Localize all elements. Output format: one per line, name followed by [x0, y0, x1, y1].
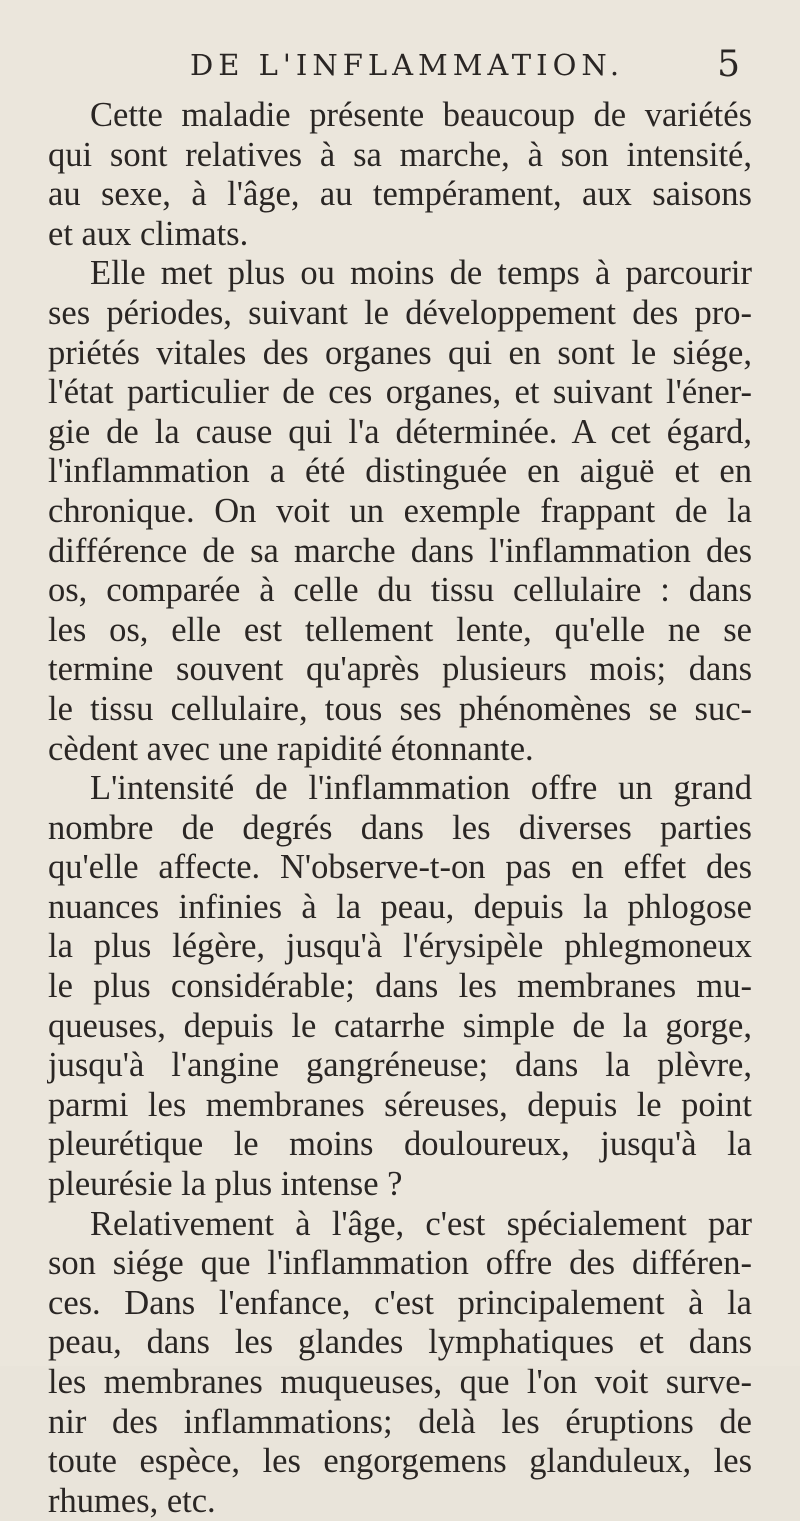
- text-line: Cette maladie présente beaucoup de variétés: [90, 96, 752, 134]
- text-line: nuances infinies à la peau, depuis la phlogose: [48, 887, 752, 926]
- text-line: ses périodes, suivant le développement des pro-: [48, 293, 752, 332]
- page-header: [40, 44, 760, 92]
- text-line: parmi les membranes séreuses, depuis le point: [48, 1085, 752, 1124]
- text-line: chronique. On voit un exemple frappant de la: [48, 491, 752, 530]
- text-line: les membranes muqueuses, que l'on voit surve-: [48, 1363, 752, 1401]
- body-text: [48, 96, 752, 1521]
- text-line: peau, dans les glandes lymphatiques et dans: [48, 1323, 752, 1362]
- text-line: priétés vitales des organes qui en sont le siége,: [48, 333, 752, 372]
- text-line: gie de la cause qui l'a déterminée. A cet égard,: [48, 412, 752, 451]
- text-line: la plus légère, jusqu'à l'érysipèle phlegmoneux: [48, 927, 752, 966]
- text-line: nombre de degrés dans les diverses parties: [48, 808, 752, 847]
- text-line: le tissu cellulaire, tous ses phénomènes se suc-: [48, 689, 752, 728]
- text-line: son siége que l'inflammation offre des différen-: [48, 1244, 752, 1283]
- text-line: ces. Dans l'enfance, c'est principalement à la: [48, 1283, 752, 1322]
- text-line: l'état particulier de ces organes, et suivant l'éner-: [48, 373, 752, 412]
- text-line: qui sont relatives à sa marche, à son intensité,: [48, 135, 752, 174]
- text-line: Elle met plus ou moins de temps à parcourir: [90, 254, 752, 293]
- text-line: toute espèce, les engorgemens glanduleux, les: [48, 1442, 752, 1481]
- text-line: queuses, depuis le catarrhe simple de la gorge,: [48, 1006, 752, 1045]
- text-line: nir des inflammations; delà les éruptions de: [48, 1402, 752, 1441]
- page-number: 5: [717, 44, 740, 85]
- text-line: cèdent avec une rapidité étonnante.: [48, 729, 534, 768]
- text-line: au sexe, à l'âge, au tempérament, aux saisons: [48, 175, 752, 214]
- text-line: Relativement à l'âge, c'est spécialement par: [90, 1204, 752, 1243]
- text-line: le plus considérable; dans les membranes mu-: [48, 967, 752, 1006]
- text-line: qu'elle affecte. N'observe-t-on pas en effet des: [48, 848, 752, 887]
- text-line: l'inflammation a été distinguée en aiguë et en: [48, 452, 752, 491]
- text-line: rhumes, etc.: [48, 1481, 216, 1520]
- running-head: DE L'INFLAMMATION.: [190, 48, 625, 82]
- text-line: différence de sa marche dans l'inflammation des: [48, 531, 752, 570]
- text-line: et aux climats.: [48, 214, 249, 253]
- text-line: os, comparée à celle du tissu cellulaire : dans: [48, 571, 752, 610]
- text-line: jusqu'à l'angine gangréneuse; dans la plèvre,: [48, 1046, 752, 1085]
- text-line: L'intensité de l'inflammation offre un grand: [90, 769, 752, 808]
- text-line: pleurésie la plus intense ?: [48, 1165, 403, 1204]
- text-line: les os, elle est tellement lente, qu'elle ne se: [48, 610, 752, 649]
- text-line: pleurétique le moins douloureux, jusqu'à la: [48, 1125, 752, 1164]
- text-line: termine souvent qu'après plusieurs mois; dans: [48, 650, 752, 689]
